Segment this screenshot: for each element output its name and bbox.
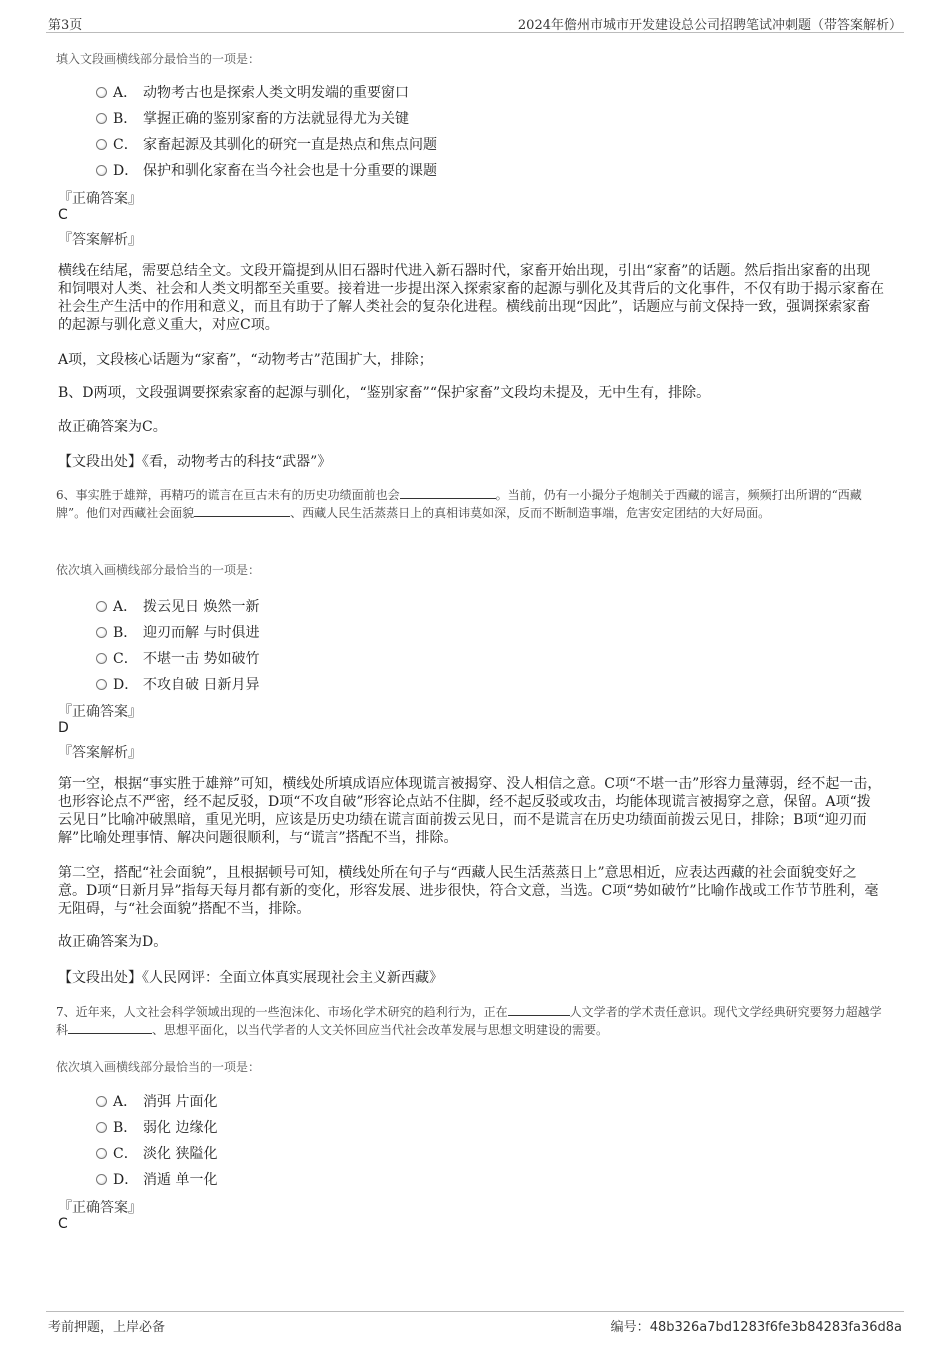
q7-answer: C <box>58 1216 68 1232</box>
document-code: 编号：48b326a7bd1283f6fe3b84283fa36d8a <box>610 1320 902 1335</box>
radio-icon[interactable] <box>96 627 107 638</box>
q7-option-a[interactable]: A． 消弭 片面化 <box>96 1091 217 1111</box>
q6-option-a[interactable]: A． 拨云见日 焕然一新 <box>96 596 259 616</box>
q6-option-b[interactable]: B． 迎刃而解 与时俱进 <box>96 622 259 642</box>
radio-icon[interactable] <box>96 1174 107 1185</box>
q7-prompt: 依次填入画横线部分最恰当的一项是： <box>56 1060 261 1074</box>
document-title: 2024年儋州市城市开发建设总公司招聘笔试冲刺题（带答案解析） <box>517 18 902 33</box>
q5-analysis-paragraph: A项，文段核心话题为“家畜”，“动物考古”范围扩大，排除； <box>58 352 433 368</box>
q7-option-b[interactable]: B． 弱化 边缘化 <box>96 1117 217 1137</box>
q5-analysis-paragraph: 故正确答案为C。 <box>58 419 167 435</box>
radio-icon[interactable] <box>96 1096 107 1107</box>
page-header <box>46 12 904 33</box>
q5-option-d[interactable]: D． 保护和驯化家畜在当今社会也是十分重要的课题 <box>96 160 437 180</box>
q5-prompt: 填入文段画横线部分最恰当的一项是： <box>56 52 261 66</box>
q5-answer: C <box>58 207 68 223</box>
footer-slogan: 考前押题，上岸必备 <box>48 1320 166 1335</box>
q5-analysis-paragraph: B、D两项，文段强调要探索家畜的起源与驯化，“鉴别家畜”“保护家畜”文段均未提及，无中生有，排除。 <box>58 385 711 401</box>
q7-option-d[interactable]: D． 消遁 单一化 <box>96 1169 217 1189</box>
q7-answer-label: 『正确答案』 <box>58 1200 142 1216</box>
fill-blank <box>400 486 496 499</box>
fill-blank <box>68 1021 152 1034</box>
q6-question-text: 6、事实胜于雄辩，再精巧的谎言在亘古未有的历史功绩面前也会 。当前，仍有一小撮分子炮制关于西藏的谣言，频频打出所谓的“西藏牌”。他们对西藏社会面貌 、西藏人民生活蒸蒸日上的真相讳莫如深，反而不断制造事端，危害安定团结的大好局面。 <box>56 488 862 520</box>
q6-analysis-paragraph: 故正确答案为D。 <box>58 934 168 950</box>
q6-answer: D <box>58 720 69 736</box>
q5-source: 【文段出处】《看，动物考古的科技“武器”》 <box>58 454 332 470</box>
fill-blank <box>194 504 290 517</box>
q5-analysis-paragraph: 横线在结尾，需要总结全文。文段开篇提到从旧石器时代进入新石器时代，家畜开始出现，引出“家畜”的话题。然后指出家畜的出现和饲喂对人类、社会和人类文明都至关重要。接着进一步提出深入探索家畜的起源与驯化及其背后的文化事件，不仅有助于揭示家畜在社会生产生活中的作用和意义，而且有助于了解人类社会的复杂化进程。横线前出现“因此”，话题应与前文保持一致，强调探索家畜的起源与驯化意义重大，对应C项。 <box>58 263 884 333</box>
q6-option-d[interactable]: D． 不攻自破 日新月异 <box>96 674 259 694</box>
q6-analysis-paragraph: 第二空，搭配“社会面貌”，且根据顿号可知，横线处所在句子与“西藏人民生活蒸蒸日上”意思相近，应表达西藏的社会面貌变好之意。D项“日新月异”指每天每月都有新的变化，形容发展、进步很快，符合文意，当选。C项“势如破竹”比喻作战或工作节节胜利，毫无阻碍，与“社会面貌”搭配不当，排除。 <box>58 865 879 917</box>
q6-answer-label: 『正确答案』 <box>58 704 142 720</box>
radio-icon[interactable] <box>96 1148 107 1159</box>
q5-option-a[interactable]: A． 动物考古也是探索人类文明发端的重要窗口 <box>96 82 409 102</box>
q6-analysis-paragraph: 第一空，根据“事实胜于雄辩”可知，横线处所填成语应体现谎言被揭穿、没人相信之意。C项“不堪一击”形容力量薄弱，经不起一击，也形容论点不严密，经不起反驳，D项“不攻自破”形容论点站不住脚，经不起反驳或攻击，均能体现谎言被揭穿之意，保留。A项“拨云见日”比喻冲破黑暗，重见光明，应该是历史功绩在谎言面前拨云见日，而不是谎言在历史功绩面前拨云见日，排除；B项“迎刃而解”比喻处理事情、解决问题很顺利，与“谎言”搭配不当，排除。 <box>58 776 882 846</box>
radio-icon[interactable] <box>96 165 107 176</box>
q5-option-b[interactable]: B． 掌握正确的鉴别家畜的方法就显得尤为关键 <box>96 108 409 128</box>
q7-option-c[interactable]: C． 淡化 狭隘化 <box>96 1143 217 1163</box>
q6-analysis-label: 『答案解析』 <box>58 745 142 761</box>
page-footer <box>46 1311 904 1336</box>
q6-source: 【文段出处】《人民网评：全面立体真实展现社会主义新西藏》 <box>58 970 443 986</box>
radio-icon[interactable] <box>96 679 107 690</box>
radio-icon[interactable] <box>96 601 107 612</box>
radio-icon[interactable] <box>96 653 107 664</box>
q7-question-text: 7、近年来，人文社会科学领域出现的一些泡沫化、市场化学术研究的趋利行为，正在 人文学者的学术责任意识。现代文学经典研究要努力超越学科 、思想平面化，以当代学者的人文关怀回应当代社会改革发展与思想文明建设的需要。 <box>56 1005 882 1037</box>
q5-option-c[interactable]: C． 家畜起源及其驯化的研究一直是热点和焦点问题 <box>96 134 437 154</box>
q6-prompt: 依次填入画横线部分最恰当的一项是： <box>56 563 261 577</box>
radio-icon[interactable] <box>96 113 107 124</box>
radio-icon[interactable] <box>96 139 107 150</box>
q6-option-c[interactable]: C． 不堪一击 势如破竹 <box>96 648 259 668</box>
q5-analysis-label: 『答案解析』 <box>58 232 142 248</box>
fill-blank <box>508 1003 570 1016</box>
q5-answer-label: 『正确答案』 <box>58 191 142 207</box>
radio-icon[interactable] <box>96 87 107 98</box>
radio-icon[interactable] <box>96 1122 107 1133</box>
page-number: 第3页 <box>48 18 83 33</box>
